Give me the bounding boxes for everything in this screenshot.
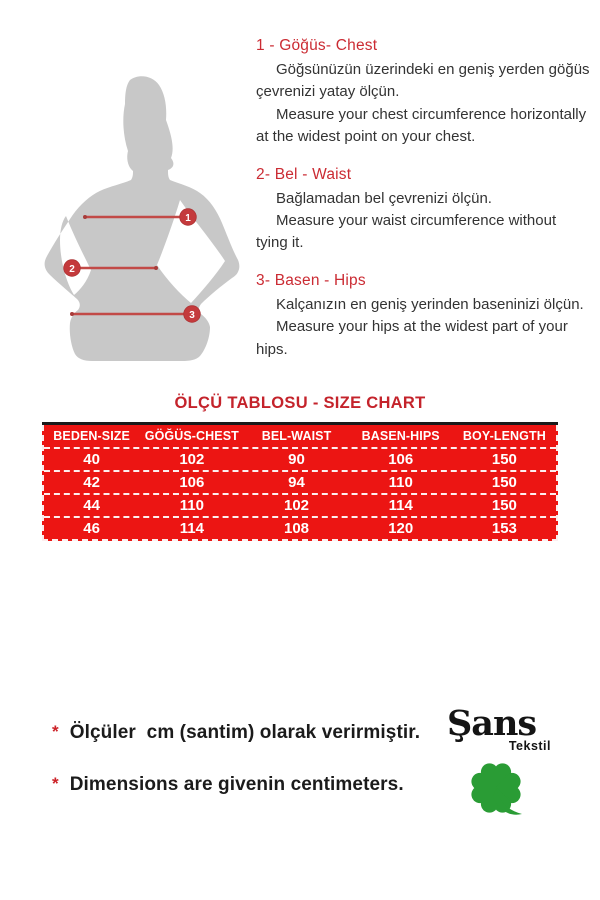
woman-silhouette-icon xyxy=(30,58,250,368)
hips-instruction-english: Measure your hips at the widest part of your hips. xyxy=(256,318,568,358)
size-chart-table-body xyxy=(42,425,558,541)
line-end-dot xyxy=(83,215,87,219)
waist-heading: 2- Bel - Waist xyxy=(256,165,352,183)
asterisk-icon: * xyxy=(52,722,59,741)
guide-section-chest xyxy=(256,37,590,149)
note-turkish xyxy=(52,722,442,744)
brand-name: Şans xyxy=(447,703,537,744)
waist-instruction-english: Measure your waist circumference without tying it. xyxy=(256,212,557,252)
cell-hips: 110 xyxy=(388,474,413,491)
table-row xyxy=(44,516,556,539)
column-header-length: BOY-LENGTH xyxy=(462,429,546,443)
four-leaf-clover-icon xyxy=(464,757,528,823)
column-header-waist: BEL-WAIST xyxy=(261,429,332,443)
line-end-dot xyxy=(154,266,158,270)
brand-logo xyxy=(447,703,565,823)
table-row xyxy=(44,447,556,470)
cell-length: 150 xyxy=(491,474,517,491)
chest-instruction-english: Measure your chest circumference horizontally at the widest point on your chest. xyxy=(256,105,587,146)
measurement-figure xyxy=(30,58,250,368)
chest-heading: 1 - Göğüs- Chest xyxy=(256,37,378,54)
cell-hips: 106 xyxy=(388,451,414,468)
cell-size: 46 xyxy=(83,520,100,537)
measurement-guide xyxy=(256,37,590,378)
hips-instruction-turkish: Kalçanızın en geniş yerinden baseninizi ölçün. xyxy=(276,295,584,313)
column-header-size: BEDEN-SIZE xyxy=(53,429,130,443)
cell-chest: 114 xyxy=(179,520,204,537)
table-row xyxy=(44,470,556,493)
waist-badge-number: 2 xyxy=(69,263,75,275)
size-chart-table xyxy=(42,422,558,541)
cell-length: 153 xyxy=(491,520,517,537)
cell-size: 44 xyxy=(83,497,100,514)
column-header-hips: BASEN-HIPS xyxy=(361,429,440,443)
guide-section-hips xyxy=(256,272,590,361)
cell-size: 42 xyxy=(83,474,100,491)
cell-waist: 102 xyxy=(284,497,310,514)
table-row xyxy=(44,493,556,516)
cell-chest: 110 xyxy=(179,497,204,514)
cell-hips: 120 xyxy=(388,520,414,537)
cell-length: 150 xyxy=(491,451,517,468)
asterisk-icon: * xyxy=(52,774,59,793)
size-chart-title: ÖLÇÜ TABLOSU - SIZE CHART xyxy=(174,394,426,412)
cell-length: 150 xyxy=(491,497,517,514)
cell-waist: 108 xyxy=(284,520,310,537)
note-english xyxy=(52,774,442,796)
note-english-text: Dimensions are givenin centimeters. xyxy=(69,774,404,795)
note-turkish-text: Ölçüler cm (santim) olarak verirmiştir. xyxy=(69,722,421,743)
cell-hips: 114 xyxy=(388,497,413,514)
hips-heading: 3- Basen - Hips xyxy=(256,271,366,289)
cell-size: 40 xyxy=(83,451,100,468)
cell-waist: 90 xyxy=(288,451,305,468)
cell-chest: 102 xyxy=(179,451,205,468)
column-header-chest: GÖĞÜS-CHEST xyxy=(144,429,239,443)
table-header-row xyxy=(44,425,556,447)
cell-waist: 94 xyxy=(288,474,305,491)
brand-subtitle: Tekstil xyxy=(508,738,551,753)
chest-badge-number: 1 xyxy=(185,212,191,224)
waist-instruction-turkish: Bağlamadan bel çevrenizi ölçün. xyxy=(276,189,492,207)
hips-badge-number: 3 xyxy=(189,309,195,321)
guide-section-waist xyxy=(256,166,590,255)
footnotes xyxy=(52,722,442,826)
line-end-dot xyxy=(70,312,74,316)
cell-chest: 106 xyxy=(179,474,205,491)
chest-instruction-turkish: Göğsünüzün üzerindeki en geniş yerden göğüs çevrenizi yatay ölçün. xyxy=(256,61,590,101)
